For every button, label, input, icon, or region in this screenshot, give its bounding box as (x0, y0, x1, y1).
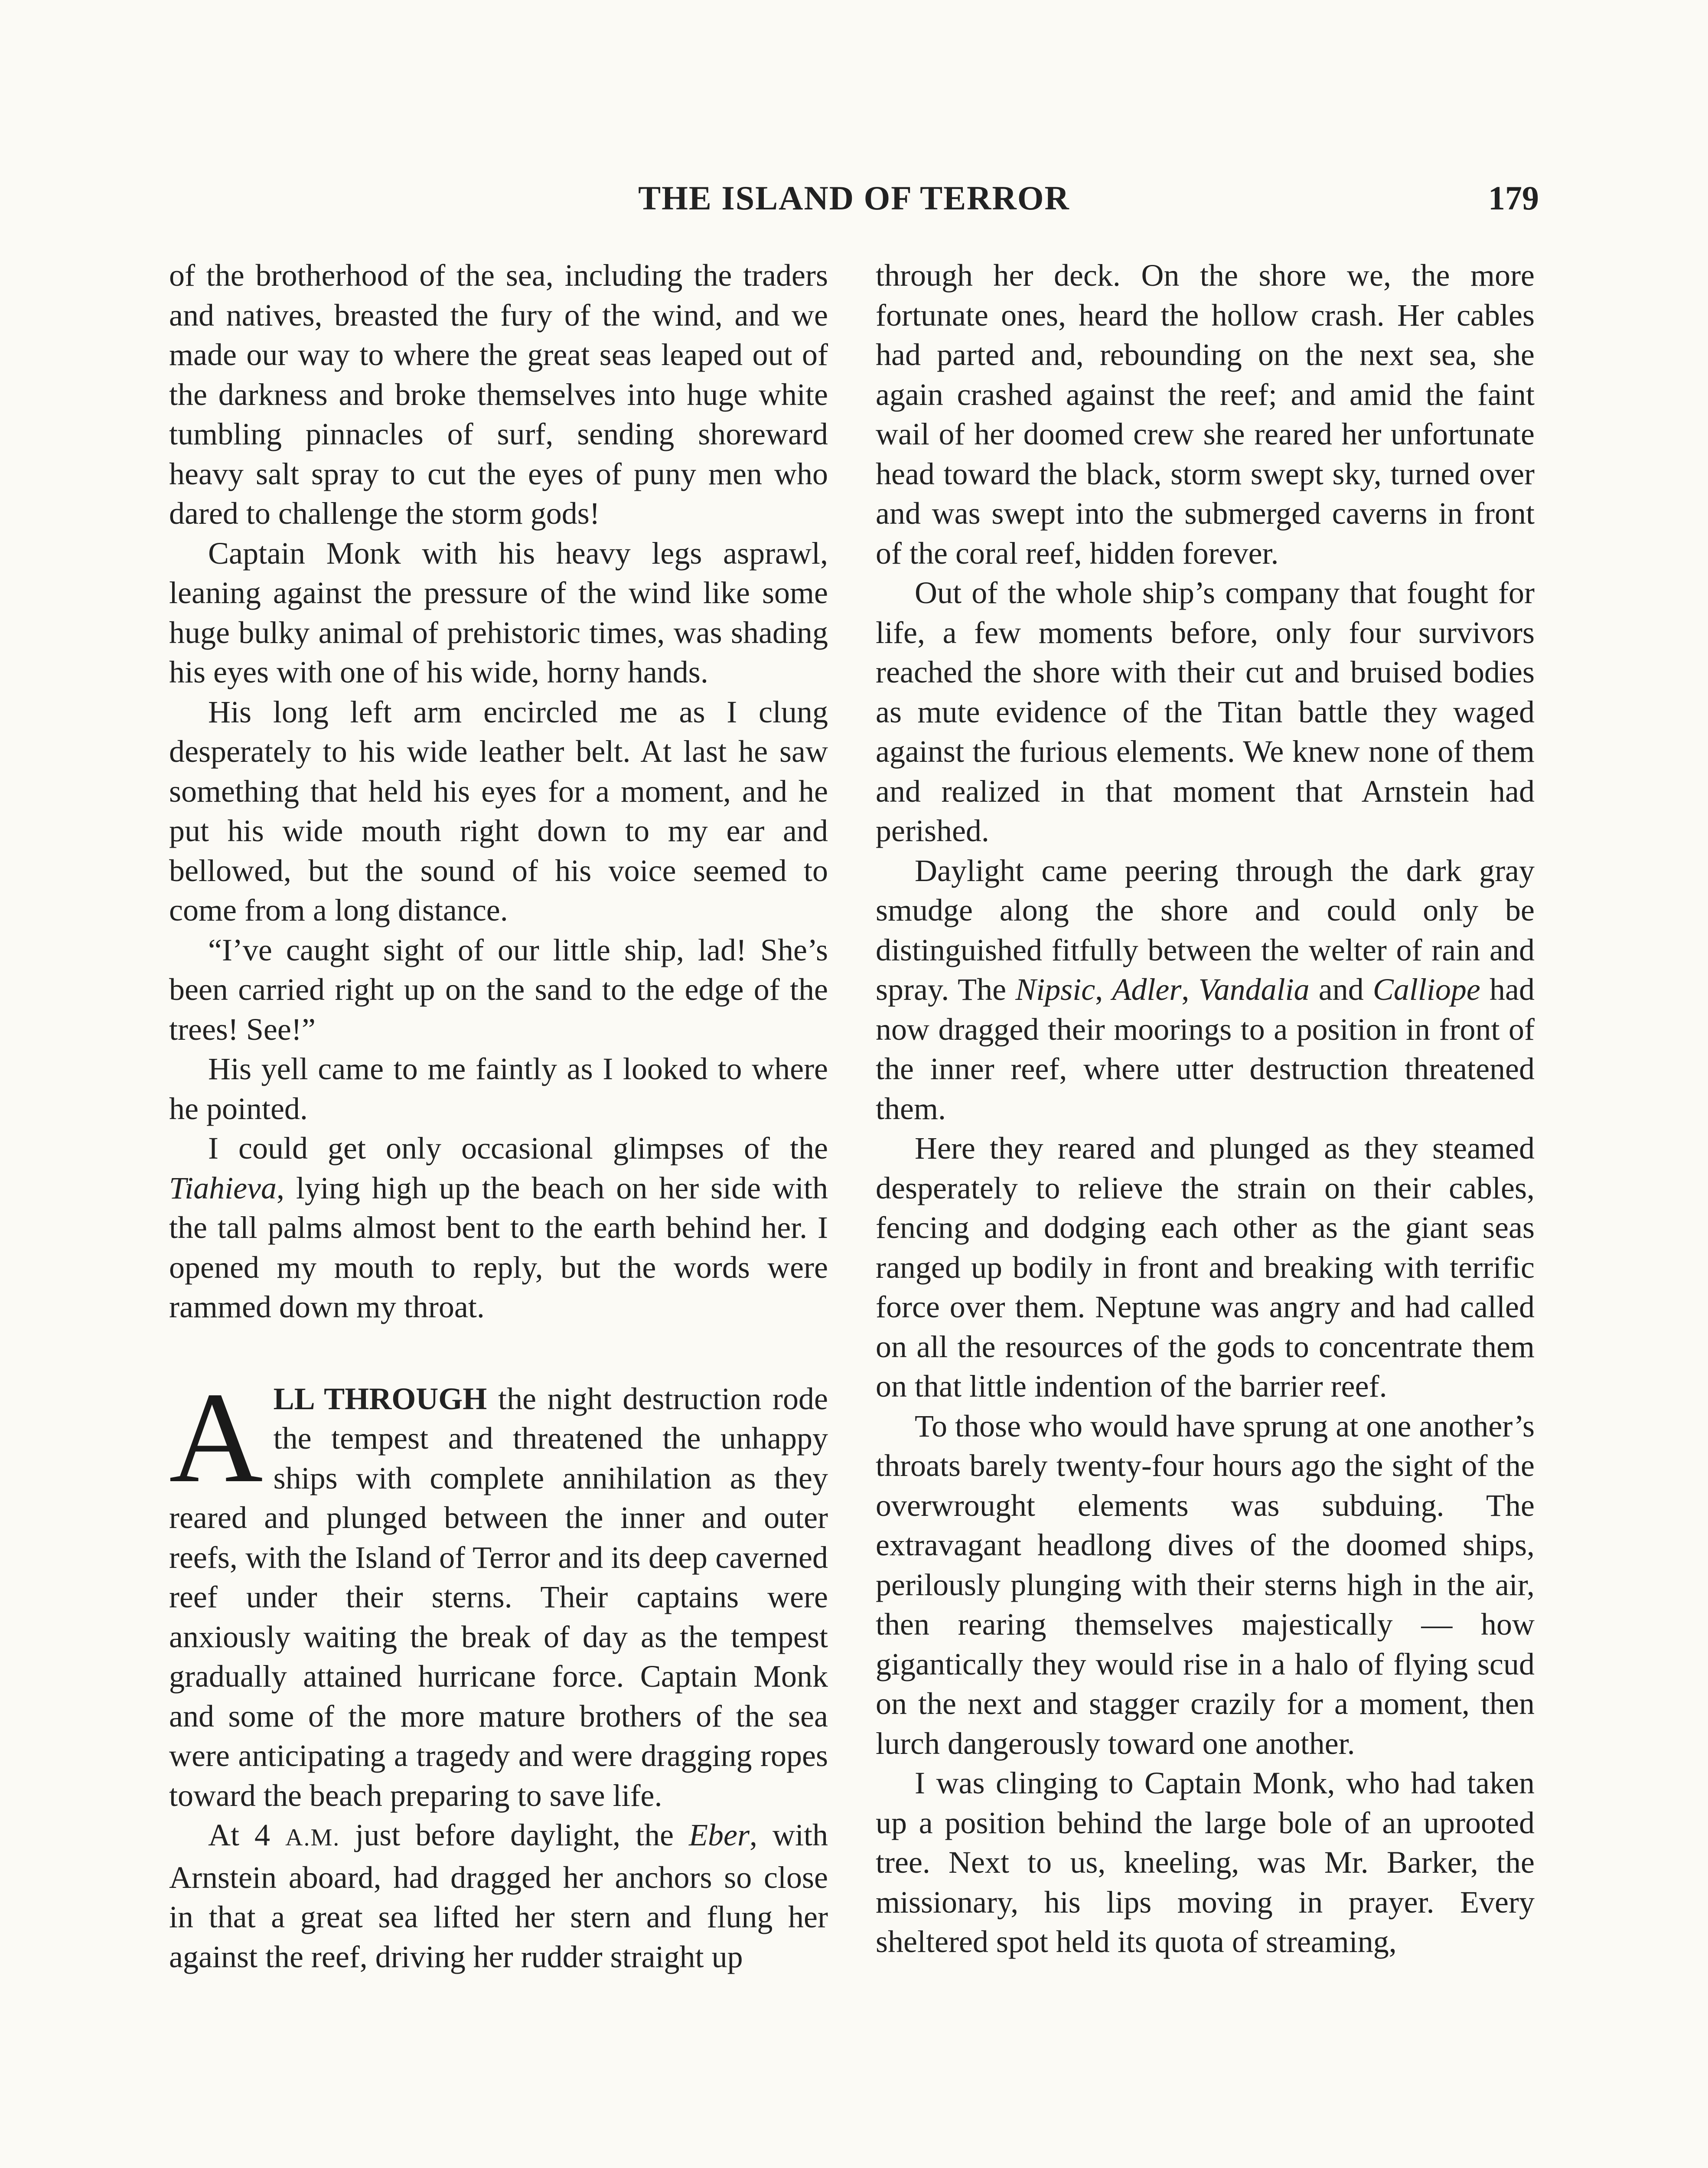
paragraph: through her deck. On the shore we, the more fortunate ones, heard the hollow crash. Her cables had parted and, rebounding on the next sea, she again crashed against the reef; and amid the faint wail of her doomed crew she reared her unfortunate head toward the black, storm swept sky, turned over and was swept into the submerged caverns in front of the coral reef, hidden forever. (876, 258, 1535, 571)
text-span: the night destruction rode the tempest and threatened the unhappy ships with complete annihilation as they reared and plunged between the inner and outer reefs, with the Island of Terror and its deep caverned reef under their sterns. Their captains were anxiously waiting the break of day as the tempest gradually attained hurricane force. Captain Monk and some of the more mature brothers of the sea were anticipating a tragedy and were dragging ropes toward the beach preparing to save life. (169, 1381, 828, 1813)
paragraph: Captain Monk with his heavy legs asprawl, leaning against the pressure of the wind like some huge bulky animal of prehistoric times, was shading his eyes with one of his wide, horny hands. (169, 535, 828, 689)
paragraph: of the brotherhood of the sea, including the traders and natives, breasted the fury of the wind, and we made our way to where the great seas leaped out of the darkness and broke themselves into huge white tumbling pinnacles of surf, sending shoreward heavy salt spray to cut the eyes of puny men who dared to challenge the storm gods! (169, 258, 828, 531)
text-span: just before daylight, the (340, 1818, 689, 1852)
ship-name: Vandalia (1198, 972, 1310, 1007)
drop-cap: A (169, 1365, 263, 1509)
paragraph: To those who would have sprung at one another’s throats barely twenty-four hours ago the sight of the overwrought elements was subduing. The extravagant headlong dives of the doomed ships, perilously plunging with their sterns high in the air, then rearing themselves majestically — how gigantically they would rise in a halo of flying scud on the next and stagger crazily for a moment, then lurch dangerously toward one another. (876, 1408, 1535, 1761)
text-span: , with Arnstein aboard, had dragged her anchors so close in that a great sea lifted her stern and flung her against the reef, driving her rudder straight up (169, 1818, 828, 1974)
running-header (169, 179, 1539, 222)
paragraph: Here they reared and plunged as they steamed desperately to relieve the strain on their cables, fencing and dodging each other as the giant seas ranged up bodily in front and breaking with terrific force over them. Neptune was angry and had called on all the resources of the gods to concentrate them on that little indention of the barrier reef. (876, 1131, 1535, 1404)
text-span: I could get only occasional glimpses of the (208, 1131, 828, 1166)
paragraph: Out of the whole ship’s company that fought for life, a few moments before, only four survivors reached the shore with their cut and bruised bodies as mute evidence of the Titan battle they waged against the furious elements. We knew none of them and realized in that moment that Arnstein had perished. (876, 575, 1535, 848)
paragraph: “I’ve caught sight of our little ship, lad! She’s been carried right up on the sand to the edge of the trees! See!” (169, 932, 828, 1047)
text-span: , (1181, 972, 1199, 1007)
right-column (876, 256, 1535, 1962)
time-abbrev: A.M. (285, 1824, 340, 1851)
ship-name: Tiahieva (169, 1170, 277, 1205)
ship-name: Nipsic (1015, 972, 1095, 1007)
paragraph (169, 1129, 828, 1327)
ship-name: Adler (1112, 972, 1182, 1007)
paragraph: I was clinging to Captain Monk, who had taken up a position behind the large bole of an uprooted tree. Next to us, kneeling, was Mr. Barker, the missionary, his lips moving in prayer. Every sheltered spot held its quota of streaming, (876, 1766, 1535, 1959)
left-column (169, 256, 828, 1977)
paragraph: His yell came to me faintly as I looked to where he pointed. (169, 1051, 828, 1126)
text-span: and (1309, 972, 1373, 1007)
running-title: THE ISLAND OF TERROR (638, 179, 1070, 217)
text-span: had now dragged their moorings to a position in front of the inner reef, where utter destruction threatened them. (876, 972, 1535, 1126)
section-opening-paragraph (169, 1365, 828, 1816)
paragraph: His long left arm encircled me as I clung desperately to his wide leather belt. At last he saw something that held his eyes for a moment, and he put his wide mouth right down to my ear and bellowed, but the sound of his voice seemed to come from a long distance. (169, 694, 828, 927)
paragraph (876, 851, 1535, 1129)
lead-caps: LL THROUGH (273, 1381, 487, 1416)
text-span: , (1095, 972, 1112, 1007)
ship-name: Eber (689, 1818, 750, 1852)
page-number: 179 (1488, 179, 1539, 217)
paragraph (169, 1815, 828, 1977)
ship-name: Calliope (1372, 972, 1480, 1007)
text-span: Daylight came peering through the dark gray smudge along the shore and could only be distinguished fitfully between the welter of rain and spray. The (876, 853, 1535, 1007)
text-span: , lying high up the beach on her side with the tall palms almost bent to the earth behind her. I opened my mouth to reply, but the words were rammed down my throat. (169, 1170, 828, 1324)
text-span: At 4 (208, 1818, 285, 1852)
section-break (169, 1327, 828, 1379)
